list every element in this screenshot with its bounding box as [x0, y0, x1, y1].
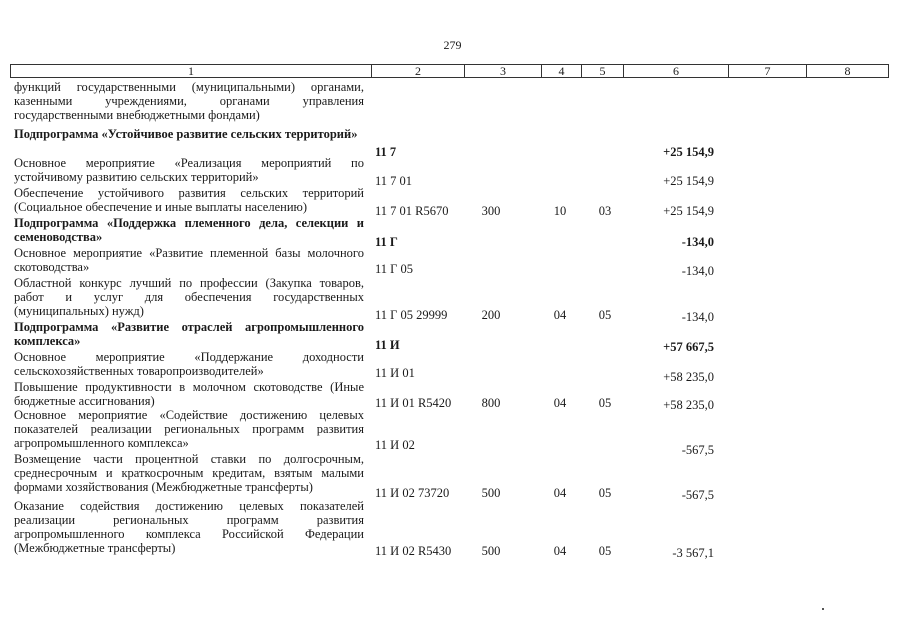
- header-col-1: 1: [10, 64, 372, 78]
- row-amount: -3 567,1: [672, 546, 714, 560]
- row-amount: -567,5: [681, 443, 714, 457]
- row-rz: 10: [553, 204, 567, 218]
- row-description: Основное мероприятие «Развитие племенной базы молочного скотоводства»: [14, 246, 364, 274]
- row-pr: 05: [598, 308, 612, 322]
- row-code: 11 И 01 R5420: [375, 396, 452, 410]
- row-code: 11 Г: [375, 235, 398, 249]
- row-amount: +58 235,0: [663, 398, 714, 412]
- header-col-3: 3: [464, 64, 542, 78]
- row-vr: 500: [481, 486, 501, 500]
- row-code: 11 7: [375, 145, 397, 159]
- row-code: 11 7 01: [375, 174, 413, 188]
- row-code: 11 И 02: [375, 438, 415, 452]
- row-amount: -134,0: [681, 310, 714, 324]
- row-code: 11 И 02 R5430: [375, 544, 452, 558]
- row-description: Повышение продуктивности в молочном скотоводстве (Иные бюджетные ассигнования): [14, 380, 364, 408]
- row-code: 11 Г 05: [375, 262, 414, 276]
- row-amount: -134,0: [681, 235, 714, 249]
- row-description: Оказание содействия достижению целевых показателей реализации региональных программ развития агропромышленного комплекса Российской Федерации (Межбюджетные трансферты): [14, 499, 364, 555]
- row-description: Подпрограмма «Развитие отраслей агропромышленного комплекса»: [14, 320, 364, 348]
- row-description: функций государственными (муниципальными) органами, казенными учреждениями, органами управления государственными внебюджетными фондами): [14, 80, 364, 122]
- row-amount: +25 154,9: [663, 145, 714, 159]
- header-col-8: 8: [806, 64, 889, 78]
- row-vr: 300: [481, 204, 501, 218]
- row-code: 11 И: [375, 338, 400, 352]
- row-rz: 04: [553, 544, 567, 558]
- header-col-7: 7: [728, 64, 807, 78]
- row-amount: +25 154,9: [663, 174, 714, 188]
- header-col-2: 2: [371, 64, 465, 78]
- row-description: Основное мероприятие «Поддержание доходности сельскохозяйственных товаропроизводителей»: [14, 350, 364, 378]
- row-description: Возмещение части процентной ставки по долгосрочным, среднесрочным и краткосрочным кредитам, взятым малыми формами хозяйствования (Межбюджетные трансферты): [14, 452, 364, 494]
- row-amount: -134,0: [681, 264, 714, 278]
- row-rz: 04: [553, 486, 567, 500]
- row-pr: 03: [598, 204, 612, 218]
- row-rz: 04: [553, 308, 567, 322]
- row-pr: 05: [598, 486, 612, 500]
- row-amount: +57 667,5: [663, 340, 714, 354]
- row-amount: +58 235,0: [663, 370, 714, 384]
- row-vr: 800: [481, 396, 501, 410]
- row-description: Подпрограмма «Устойчивое развитие сельских территорий»: [14, 127, 358, 141]
- row-code: 11 И 02 73720: [375, 486, 450, 500]
- row-code: 11 7 01 R5670: [375, 204, 449, 218]
- row-pr: 05: [598, 544, 612, 558]
- row-description: Основное мероприятие «Реализация мероприятий по устойчивому развитию сельских территорий»: [14, 156, 364, 184]
- row-description: Обеспечение устойчивого развития сельских территорий (Социальное обеспечение и иные выплаты населению): [14, 186, 364, 214]
- row-description: Основное мероприятие «Содействие достижению целевых показателей реализации региональных программ развития агропромышленного комплекса»: [14, 408, 364, 450]
- page-number: 279: [443, 38, 462, 52]
- row-vr: 500: [481, 544, 501, 558]
- row-description: Подпрограмма «Поддержка племенного дела, селекции и семеноводства»: [14, 216, 364, 244]
- row-amount: +25 154,9: [663, 204, 714, 218]
- header-col-5: 5: [581, 64, 624, 78]
- row-description: Областной конкурс лучший по профессии (Закупка товаров, работ и услуг для обеспечения государственных (муниципальных) нужд): [14, 276, 364, 318]
- row-rz: 04: [553, 396, 567, 410]
- header-col-4: 4: [541, 64, 582, 78]
- row-pr: 05: [598, 396, 612, 410]
- row-code: 11 Г 05 29999: [375, 308, 448, 322]
- row-code: 11 И 01: [375, 366, 415, 380]
- row-amount: -567,5: [681, 488, 714, 502]
- header-col-6: 6: [623, 64, 729, 78]
- row-vr: 200: [481, 308, 501, 322]
- scan-speck: [822, 608, 824, 610]
